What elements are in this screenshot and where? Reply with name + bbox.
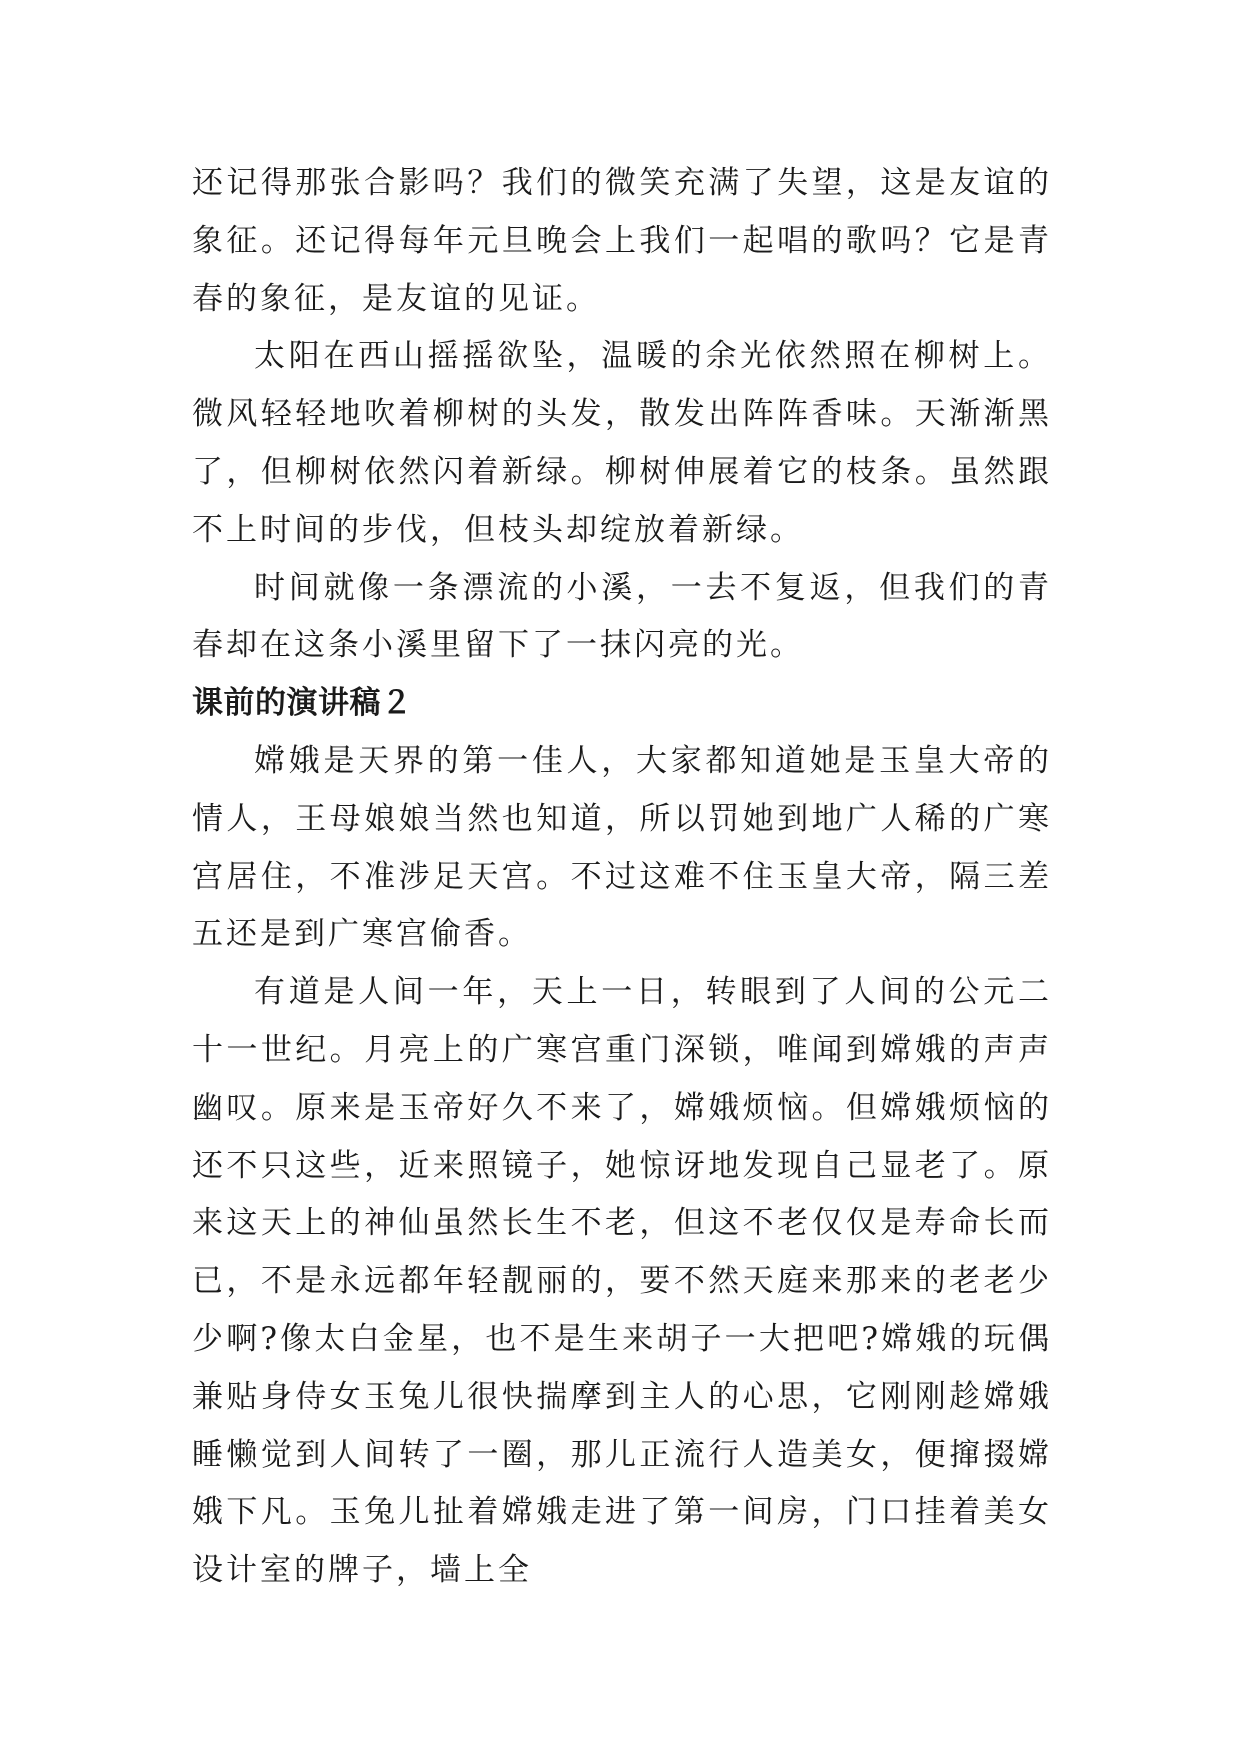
paragraph-willow-sunset: 太阳在西山摇摇欲坠，温暖的余光依然照在柳树上。微风轻轻地吹着柳树的头发，散发出阵阵香味。天渐渐黑了，但柳树依然闪着新绿。柳树伸展着它的枝条。虽然跟不上时间的步伐，但枝头却绽放着新绿。 [192,338,1052,548]
document-body [192,155,1052,1600]
paragraph-friendship-photo: 还记得那张合影吗？我们的微笑充满了失望，这是友谊的象征。还记得每年元旦晚会上我们一起唱的歌吗？它是青春的象征，是友谊的见证。 [192,165,1052,317]
paragraph-change-story: 有道是人间一年，天上一日，转眼到了人间的公元二十一世纪。月亮上的广寒宫重门深锁，唯闻到嫦娥的声声幽叹。原来是玉帝好久不来了，嫦娥烦恼。但嫦娥烦恼的还不只这些，近来照镜子，她惊讶地发现自己显老了。原来这天上的神仙虽然长生不老，但这不老仅仅是寿命长而已，不是永远都年轻靓丽的，要不然天庭来那来的老老少少啊?像太白金星，也不是生来胡子一大把吧?嫦娥的玩偶兼贴身侍女玉兔儿很快揣摩到主人的心思，它刚刚趁嫦娥睡懒觉到人间转了一圈，那儿正流行人造美女，便撺掇嫦娥下凡。玉兔儿扯着嫦娥走进了第一间房，门口挂着美女设计室的牌子，墙上全 [192,974,1052,1589]
paragraph-time-stream: 时间就像一条漂流的小溪，一去不复返，但我们的青春却在这条小溪里留下了一抹闪亮的光。 [192,569,1052,664]
section-heading: 课前的演讲稿２ [192,685,413,722]
paragraph-change-intro: 嫦娥是天界的第一佳人，大家都知道她是玉皇大帝的情人，王母娘娘当然也知道，所以罚她到地广人稀的广寒宫居住，不准涉足天宫。不过这难不住玉皇大帝，隔三差五还是到广寒宫偷香。 [192,742,1052,953]
